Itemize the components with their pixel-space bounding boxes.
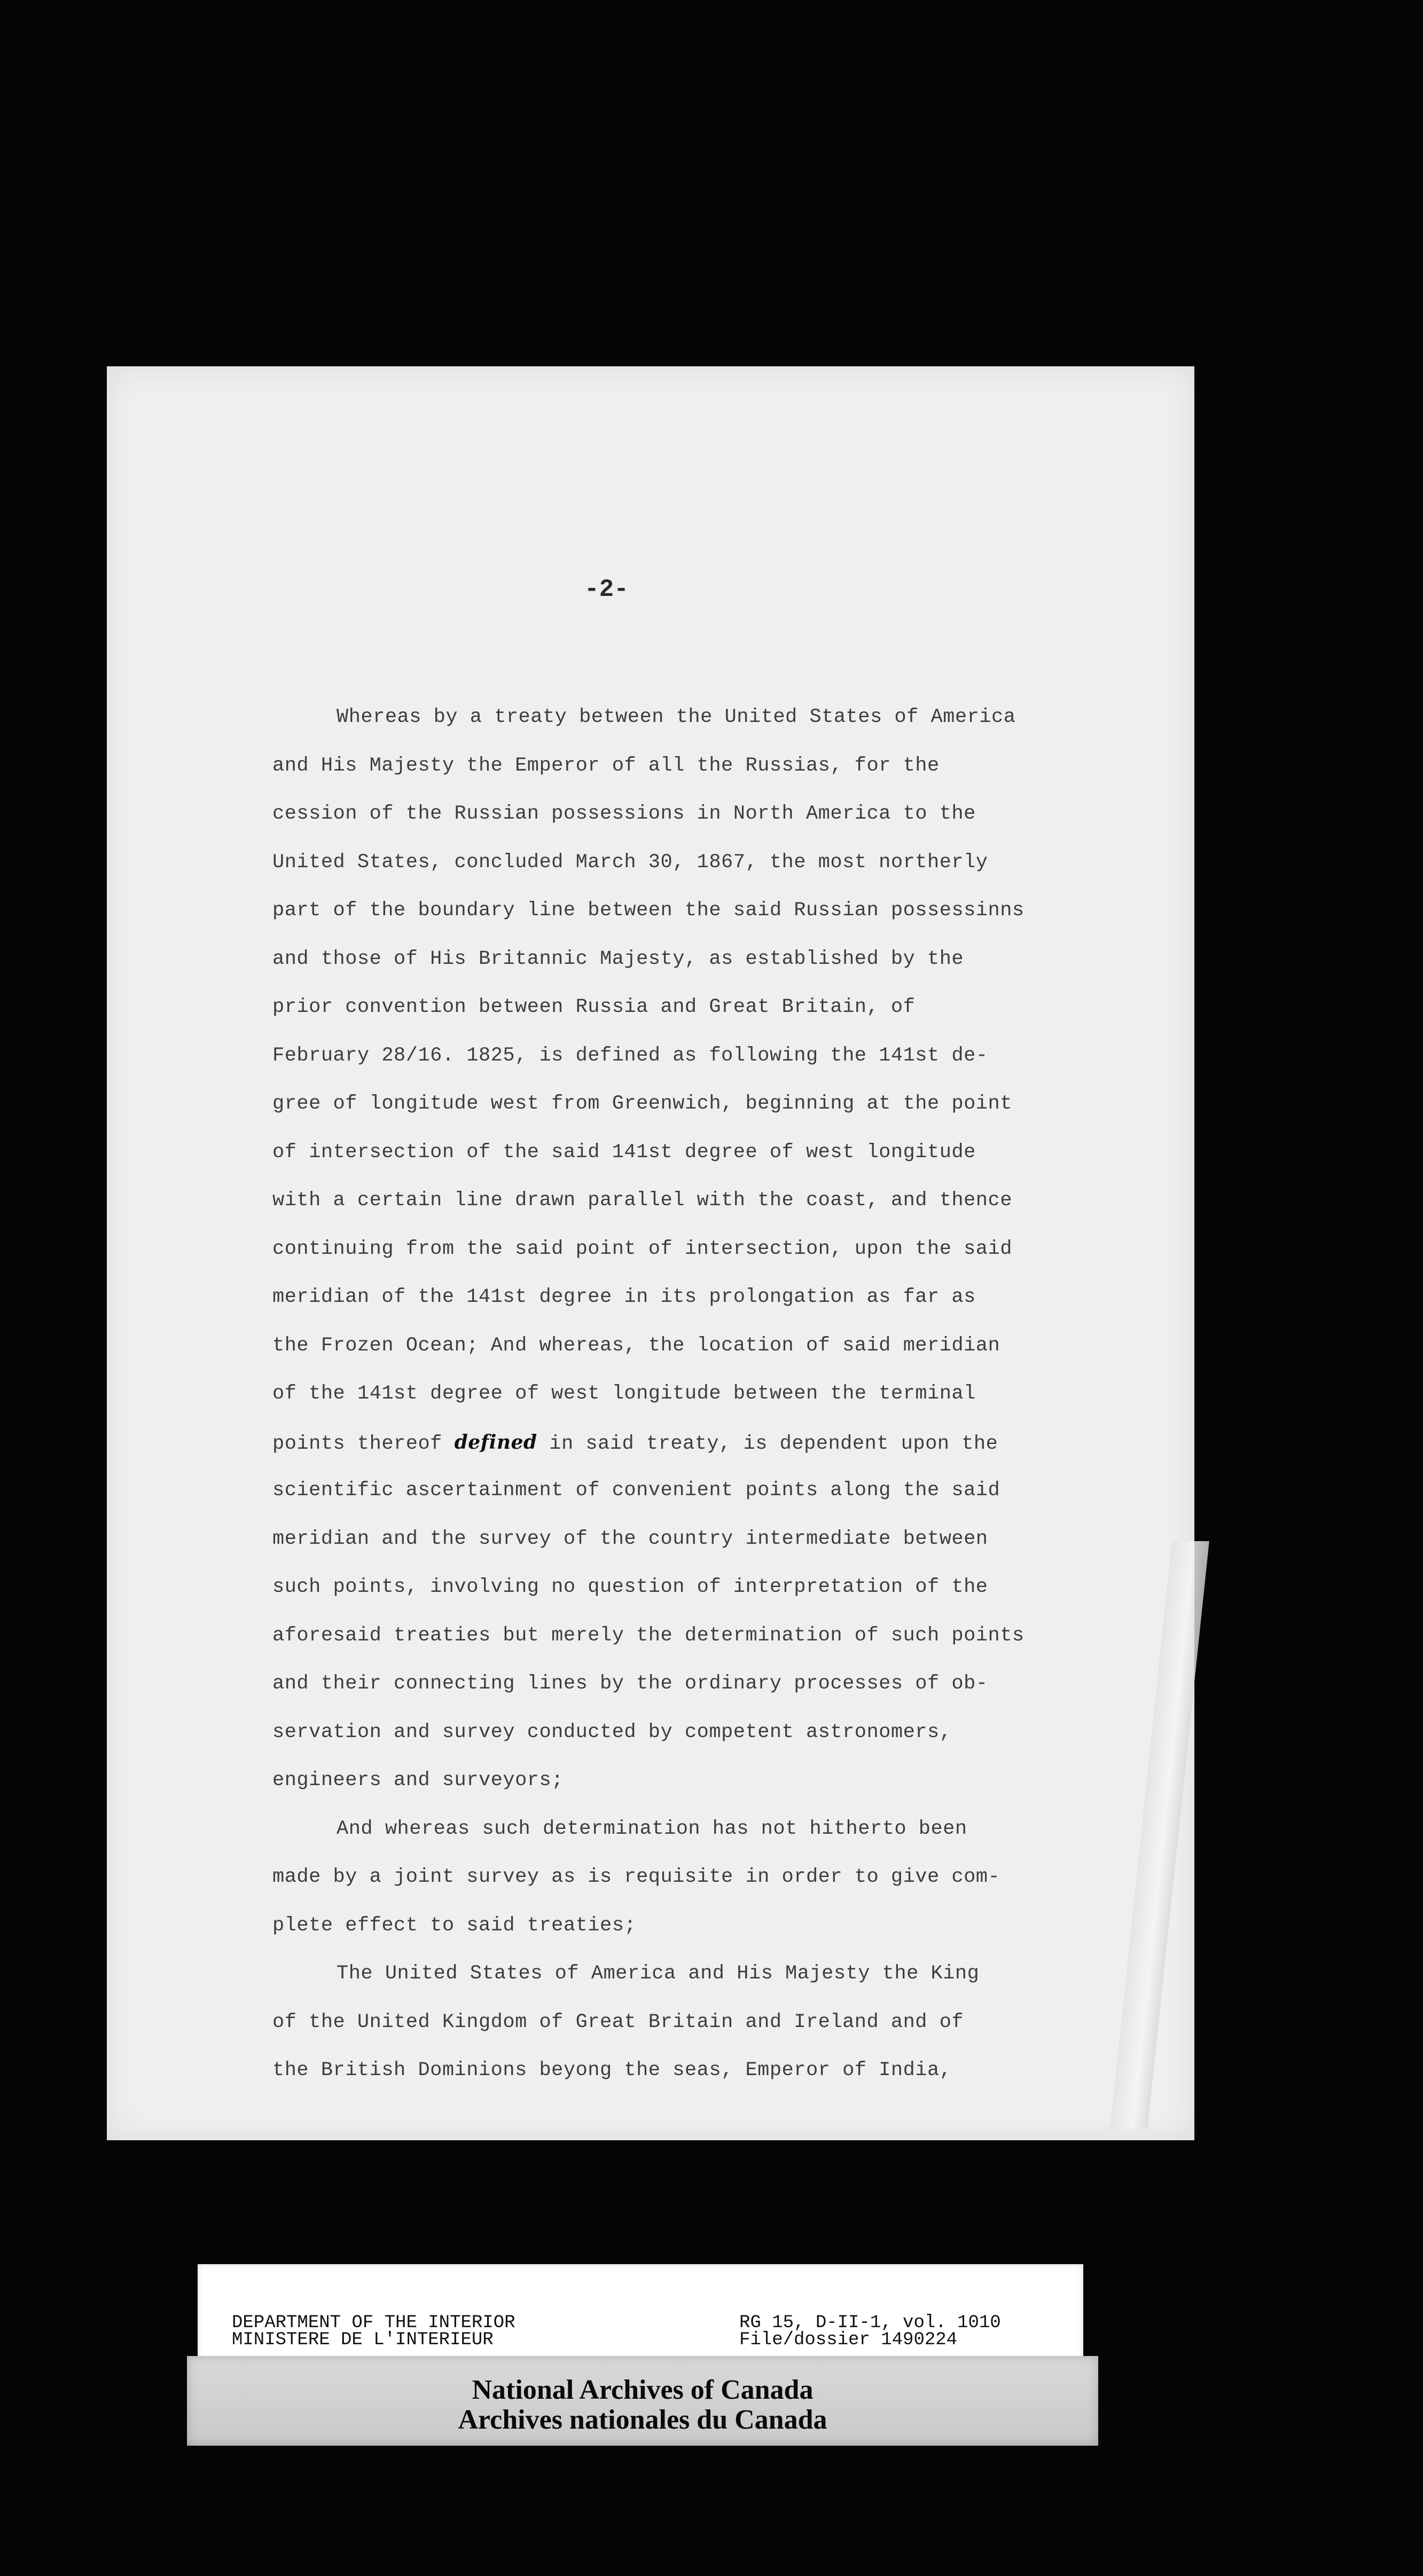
record-group: RG 15, D-II-1, vol. 1010 [739,2313,1001,2333]
document-line [272,1853,1191,1902]
document-line [272,1756,1191,1805]
line-text: of intersection of the said 141st degree of west longitude [272,1141,976,1164]
document-line [272,1950,1191,1998]
document-line [272,1708,1191,1757]
document-line [272,1466,1191,1515]
document-line [272,1563,1191,1612]
line-text: meridian and the survey of the country intermediate between [272,1527,988,1550]
page-number: -2- [584,576,629,603]
archives-name-fr: Archives nationales du Canada [458,2405,827,2435]
document-line [272,1176,1191,1225]
document-line [272,886,1191,935]
document-line [272,983,1191,1032]
line-text: engineers and surveyors; [272,1769,564,1792]
line-text: Whereas by a treaty between the United States of America [337,706,1016,728]
archives-name [187,2375,1098,2435]
document-line [272,1370,1191,1418]
document-line [272,1032,1191,1080]
document-line [272,1998,1191,2047]
department-label [198,2264,1083,2363]
typed-document-page [107,366,1194,2140]
line-text-continued: in said treaty, is dependent upon the [537,1432,998,1455]
line-text: And whereas such determination has not hitherto been [337,1817,967,1840]
line-text: scientific ascertainment of convenient points along the said [272,1479,1000,1502]
document-line [272,1660,1191,1708]
document-line [272,1080,1191,1128]
line-text: United States, concluded March 30, 1867, the most northerly [272,851,988,874]
line-text: of the United Kingdom of Great Britain and Ireland and of [272,2010,964,2033]
handwritten-insertion: defined [454,1431,537,1454]
file-number: File/dossier 1490224 [739,2330,958,2350]
line-text: with a certain line drawn parallel with the coast, and thence [272,1189,1012,1212]
department-name-fr: MINISTERE DE L'INTERIEUR [232,2330,494,2350]
department-name [232,2314,515,2349]
line-text: continuing from the said point of intersection, upon the said [272,1237,1012,1260]
document-line [272,1902,1191,1950]
line-text: cession of the Russian possessions in North America to the [272,803,976,825]
line-text: and those of His Britannic Majesty, as established by the [272,947,964,970]
document-line [272,1128,1191,1177]
line-text: prior convention between Russia and Great Britain, of [272,996,916,1018]
archives-label [187,2356,1098,2446]
document-line [272,1418,1191,1467]
document-line [272,935,1191,984]
line-text: aforesaid treaties but merely the determination of such points [272,1624,1025,1647]
line-text: made by a joint survey as is requisite in order to give com- [272,1866,1000,1888]
line-text: the Frozen Ocean; And whereas, the location of said meridian [272,1334,1000,1357]
file-reference [739,2314,1001,2349]
archives-name-en: National Archives of Canada [472,2375,814,2405]
document-line [272,1225,1191,1274]
line-text: of the 141st degree of west longitude between the terminal [272,1383,976,1405]
line-text: such points, involving no question of interpretation of the [272,1576,988,1598]
document-line [272,1273,1191,1322]
document-line [272,838,1191,887]
line-text: gree of longitude west from Greenwich, beginning at the point [272,1093,1012,1115]
document-line [272,1612,1191,1660]
document-line [272,1805,1191,1854]
document-line [272,1515,1191,1564]
department-name-en: DEPARTMENT OF THE INTERIOR [232,2313,515,2333]
line-text: February 28/16. 1825, is defined as following the 141st de- [272,1044,988,1067]
line-text: and their connecting lines by the ordinary processes of ob- [272,1672,988,1695]
line-text: points thereof [272,1432,442,1455]
line-text: The United States of America and His Majesty the King [337,1962,980,1985]
line-text: servation and survey conducted by competent astronomers, [272,1721,952,1743]
document-line [272,2046,1191,2095]
line-text: and His Majesty the Emperor of all the Russias, for the [272,754,940,777]
document-line [272,1322,1191,1370]
line-text: part of the boundary line between the said Russian possessinns [272,899,1025,922]
document-line [272,693,1191,742]
line-text: the British Dominions beyong the seas, Emperor of India, [272,2059,952,2082]
line-text: meridian of the 141st degree in its prolongation as far as [272,1286,976,1308]
document-line [272,742,1191,790]
document-line [272,790,1191,838]
line-text: plete effect to said treaties; [272,1914,637,1937]
document-body [272,693,1191,2095]
